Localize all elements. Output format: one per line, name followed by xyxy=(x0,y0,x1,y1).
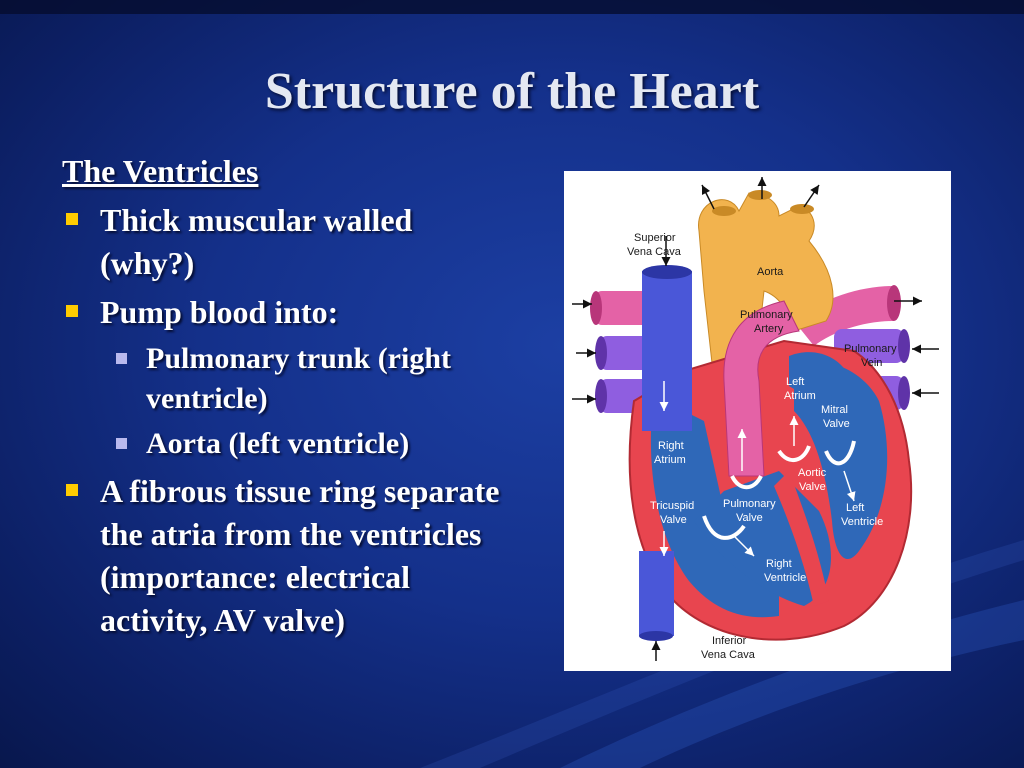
bullet-text: A fibrous tissue ring separate the atria from the ventricles (importance: electrical activity, AV valve) xyxy=(100,473,500,638)
square-bullet-icon xyxy=(116,438,127,449)
label-mitral-valve: Mitral Valve xyxy=(821,404,850,430)
sub-bullet-text: Aorta (left ventricle) xyxy=(146,427,410,460)
square-bullet-icon xyxy=(66,213,78,225)
section-heading: The Ventricles xyxy=(62,153,259,189)
label-tricuspid-valve: Tricuspid Valve xyxy=(650,500,695,526)
sub-bullet-text: Pulmonary trunk (right ventricle) xyxy=(146,342,452,415)
heart-illustration xyxy=(564,171,951,671)
sub-bullet-item xyxy=(100,424,502,464)
label-right-ventricle: Right Ventricle xyxy=(764,558,807,584)
square-bullet-icon xyxy=(116,353,127,364)
label-pulmonary-artery: Pulmonary Artery xyxy=(740,309,793,335)
square-bullet-icon xyxy=(66,484,78,496)
bullet-list xyxy=(62,199,502,642)
bullet-item xyxy=(62,199,502,285)
heart-diagram xyxy=(564,171,951,671)
bullet-text: Pump blood into: xyxy=(100,294,339,330)
square-bullet-icon xyxy=(66,305,78,317)
bullet-text: Thick muscular walled (why?) xyxy=(100,202,413,281)
label-aorta: Aorta xyxy=(757,266,784,278)
inferior-vena-cava xyxy=(639,551,674,636)
label-left-ventricle: Left Ventricle xyxy=(841,502,884,528)
label-pulmonary-vein: Pulmonary Vein xyxy=(844,343,897,369)
bullet-item xyxy=(62,291,502,464)
label-right-atrium: Right Atrium xyxy=(654,440,686,466)
bullet-item xyxy=(62,470,502,642)
superior-vena-cava xyxy=(642,271,692,431)
sub-bullet-item xyxy=(100,339,502,419)
label-inferior-vena-cava: Inferior Vena Cava xyxy=(701,635,755,661)
label-left-atrium: Left Atrium xyxy=(784,376,816,402)
slide-title: Structure of the Heart xyxy=(264,63,760,120)
label-aortic-valve: Aortic Valve xyxy=(798,467,827,493)
sub-bullet-list xyxy=(100,339,502,464)
label-superior-vena-cava: Superior Vena Cava xyxy=(627,232,681,258)
slide-body xyxy=(62,150,502,642)
label-pulmonary-valve: Pulmonary Valve xyxy=(723,498,776,524)
